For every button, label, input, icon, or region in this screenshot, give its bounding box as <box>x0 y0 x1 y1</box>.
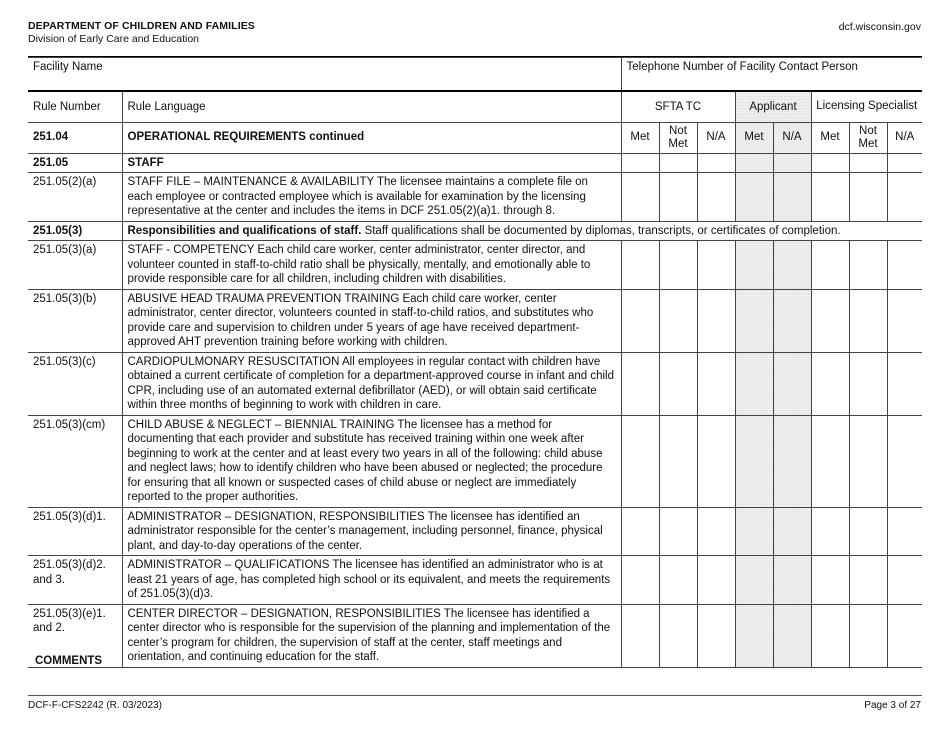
rule-number: 251.05(3)(e)1. and 2. <box>28 604 122 667</box>
sfta-not-met-cell[interactable] <box>659 352 697 415</box>
ls-na-cell[interactable] <box>887 352 922 415</box>
website-url: dcf.wisconsin.gov <box>838 21 921 33</box>
sfta-na-cell[interactable] <box>697 604 735 667</box>
checklist-table <box>28 57 922 668</box>
ls-met-cell[interactable] <box>811 352 849 415</box>
sfta-not-met-cell[interactable] <box>659 415 697 507</box>
ls-na-cell[interactable] <box>887 604 922 667</box>
section-number: 251.04 <box>28 122 122 153</box>
division-name: Division of Early Care and Education <box>28 33 200 45</box>
rule-row <box>28 241 922 290</box>
rule-number: 251.05(2)(a) <box>28 173 122 222</box>
sfta-tc-header: SFTA TC <box>621 91 735 122</box>
rule-language: CARDIOPULMONARY RESUSCITATION All employees in regular contact with children have obtained a current certificate of completion for a department-approved course in infant and child CPR, including use of an automated external defibrillator (AED), or will obtain said certificate within three months of beginning to work with children in care. <box>122 352 621 415</box>
sfta-na-cell[interactable] <box>697 556 735 605</box>
facility-row <box>28 58 922 92</box>
applicant-na-cell[interactable] <box>773 173 811 222</box>
ls-met-header: Met <box>811 122 849 153</box>
sfta-met-cell[interactable] <box>621 352 659 415</box>
ls-not-met-cell[interactable] <box>849 173 887 222</box>
subsection-text <box>122 221 922 241</box>
ls-met-cell[interactable] <box>811 241 849 290</box>
sfta-na-cell[interactable] <box>697 173 735 222</box>
applicant-met-cell[interactable] <box>735 352 773 415</box>
sfta-met-cell[interactable] <box>621 556 659 605</box>
ls-met-cell[interactable] <box>811 556 849 605</box>
rule-number: 251.05(3)(c) <box>28 352 122 415</box>
rule-row <box>28 507 922 556</box>
sfta-na-cell[interactable] <box>697 241 735 290</box>
applicant-met-cell[interactable] <box>735 241 773 290</box>
subsection-bold-text: Responsibilities and qualifications of staff. <box>127 224 362 237</box>
rule-language-header: Rule Language <box>122 91 621 122</box>
rule-language: ADMINISTRATOR – QUALIFICATIONS The licensee has identified an administrator who is at least 21 years of age, has completed high school or its equivalent, and meets the requirements of 251.05(3)(d)3. <box>122 556 621 605</box>
rule-row <box>28 289 922 352</box>
ls-na-header: N/A <box>887 122 922 153</box>
ls-not-met-cell[interactable] <box>849 289 887 352</box>
applicant-na-cell[interactable] <box>773 507 811 556</box>
ls-na-cell[interactable] <box>887 241 922 290</box>
applicant-met-cell[interactable] <box>735 507 773 556</box>
staff-number: 251.05 <box>28 153 122 173</box>
applicant-na-cell[interactable] <box>773 556 811 605</box>
page-number: Page 3 of 27 <box>864 700 921 711</box>
ls-na-cell[interactable] <box>887 415 922 507</box>
sfta-not-met-cell[interactable] <box>659 241 697 290</box>
rule-number: 251.05(3)(a) <box>28 241 122 290</box>
ls-na-cell[interactable] <box>887 556 922 605</box>
rule-row <box>28 352 922 415</box>
ls-not-met-cell[interactable] <box>849 507 887 556</box>
ls-met-cell[interactable] <box>811 289 849 352</box>
header-left <box>28 20 255 45</box>
telephone-field[interactable]: Telephone Number of Facility Contact Person <box>621 58 922 92</box>
rule-number-header: Rule Number <box>28 91 122 122</box>
ls-not-met-cell[interactable] <box>849 241 887 290</box>
sfta-met-cell[interactable] <box>621 241 659 290</box>
rule-language: CHILD ABUSE & NEGLECT – BIENNIAL TRAINING The licensee has a method for documenting that each provider and substitute has received training within one week after beginning to work at the center and at least every two years in all of the following: child abuse and neglect laws; how to identify children who have been abused or neglected; the procedure for ensuring that all known or suspected cases of child abuse or neglect are immediately reported to the proper authorities. <box>122 415 621 507</box>
comments-label: COMMENTS <box>35 655 103 667</box>
rule-row <box>28 173 922 222</box>
rule-language: ADMINISTRATOR – DESIGNATION, RESPONSIBILITIES The licensee has identified an administrator responsible for the center’s management, including personnel, finance, physical plant, and day-to-day operations of the center. <box>122 507 621 556</box>
ls-met-cell[interactable] <box>811 604 849 667</box>
sfta-met-cell[interactable] <box>621 289 659 352</box>
sfta-met-cell[interactable] <box>621 173 659 222</box>
applicant-na-cell[interactable] <box>773 604 811 667</box>
ls-not-met-cell[interactable] <box>849 352 887 415</box>
ls-na-cell[interactable] <box>887 173 922 222</box>
ls-not-met-cell[interactable] <box>849 556 887 605</box>
sfta-na-cell[interactable] <box>697 289 735 352</box>
applicant-na-cell[interactable] <box>773 289 811 352</box>
sfta-met-cell[interactable] <box>621 507 659 556</box>
applicant-met-cell[interactable] <box>735 556 773 605</box>
subsection-plain-text: Staff qualifications shall be documented by diplomas, transcripts, or certificates of completion. <box>361 224 841 237</box>
form-number: DCF-F-CFS2242 (R. 03/2023) <box>28 700 162 711</box>
applicant-na-header: N/A <box>773 122 811 153</box>
column-header-row <box>28 91 922 122</box>
ls-na-cell[interactable] <box>887 507 922 556</box>
applicant-na-cell[interactable] <box>773 415 811 507</box>
applicant-met-cell[interactable] <box>735 289 773 352</box>
rule-language: STAFF - COMPETENCY Each child care worker, center administrator, center director, and volunteer counted in staff-to-child ratio shall be physically, mentally, and emotionally able to provide responsible care for all children, including children with disabilities. <box>122 241 621 290</box>
sfta-na-header: N/A <box>697 122 735 153</box>
sfta-not-met-header: Not Met <box>659 122 697 153</box>
sfta-not-met-cell[interactable] <box>659 289 697 352</box>
rule-row <box>28 556 922 605</box>
ls-not-met-cell[interactable] <box>849 415 887 507</box>
sfta-met-header: Met <box>621 122 659 153</box>
sfta-met-cell[interactable] <box>621 604 659 667</box>
ls-met-cell[interactable] <box>811 173 849 222</box>
subsection-number: 251.05(3) <box>28 221 122 241</box>
department-name: DEPARTMENT OF CHILDREN AND FAMILIES <box>28 20 255 32</box>
applicant-met-cell[interactable] <box>735 604 773 667</box>
rule-language: STAFF FILE – MAINTENANCE & AVAILABILITY The licensee maintains a complete file on each employee or contracted employee which is available for examination by the licensing representative at the center and includes the items in DCF 251.05(2)(a)1. through 8. <box>122 173 621 222</box>
applicant-na-cell[interactable] <box>773 352 811 415</box>
ls-not-met-header: Not Met <box>849 122 887 153</box>
facility-name-field[interactable]: Facility Name <box>28 58 621 92</box>
staff-row <box>28 153 922 173</box>
sfta-not-met-cell[interactable] <box>659 604 697 667</box>
applicant-met-header: Met <box>735 122 773 153</box>
rule-number: 251.05(3)(d)1. <box>28 507 122 556</box>
rule-language: ABUSIVE HEAD TRAUMA PREVENTION TRAINING Each child care worker, center administrator, center director, volunteers counted in staff-to-child ratios, and substitutes who provide care and supervision to children under 5 years of age have received department-approved AHT prevention training before working with children. <box>122 289 621 352</box>
section-row <box>28 122 922 153</box>
bottom-divider <box>28 695 922 696</box>
ls-met-cell[interactable] <box>811 415 849 507</box>
rule-row <box>28 415 922 507</box>
subsection-row <box>28 221 922 241</box>
rule-number: 251.05(3)(cm) <box>28 415 122 507</box>
section-title: OPERATIONAL REQUIREMENTS continued <box>122 122 621 153</box>
sfta-met-cell[interactable] <box>621 415 659 507</box>
applicant-met-cell[interactable] <box>735 173 773 222</box>
rule-language: CENTER DIRECTOR – DESIGNATION, RESPONSIBILITIES The licensee has identified a center director who is responsible for the supervision of the planning and implementation of the center’s program for children, the supervision of staff at the center, staff meetings and orientation, and continuing education for the staff. <box>122 604 621 667</box>
sfta-not-met-cell[interactable] <box>659 556 697 605</box>
sfta-na-cell[interactable] <box>697 352 735 415</box>
ls-met-cell[interactable] <box>811 507 849 556</box>
rule-number: 251.05(3)(b) <box>28 289 122 352</box>
sfta-na-cell[interactable] <box>697 507 735 556</box>
ls-not-met-cell[interactable] <box>849 604 887 667</box>
rule-number: 251.05(3)(d)2. and 3. <box>28 556 122 605</box>
staff-title: STAFF <box>122 153 621 173</box>
sfta-not-met-cell[interactable] <box>659 173 697 222</box>
applicant-header: Applicant <box>735 91 811 122</box>
sfta-na-cell[interactable] <box>697 415 735 507</box>
licensing-specialist-header: Licensing Specialist <box>811 91 922 122</box>
rule-row <box>28 604 922 667</box>
sfta-not-met-cell[interactable] <box>659 507 697 556</box>
applicant-met-cell[interactable] <box>735 415 773 507</box>
ls-na-cell[interactable] <box>887 289 922 352</box>
applicant-na-cell[interactable] <box>773 241 811 290</box>
